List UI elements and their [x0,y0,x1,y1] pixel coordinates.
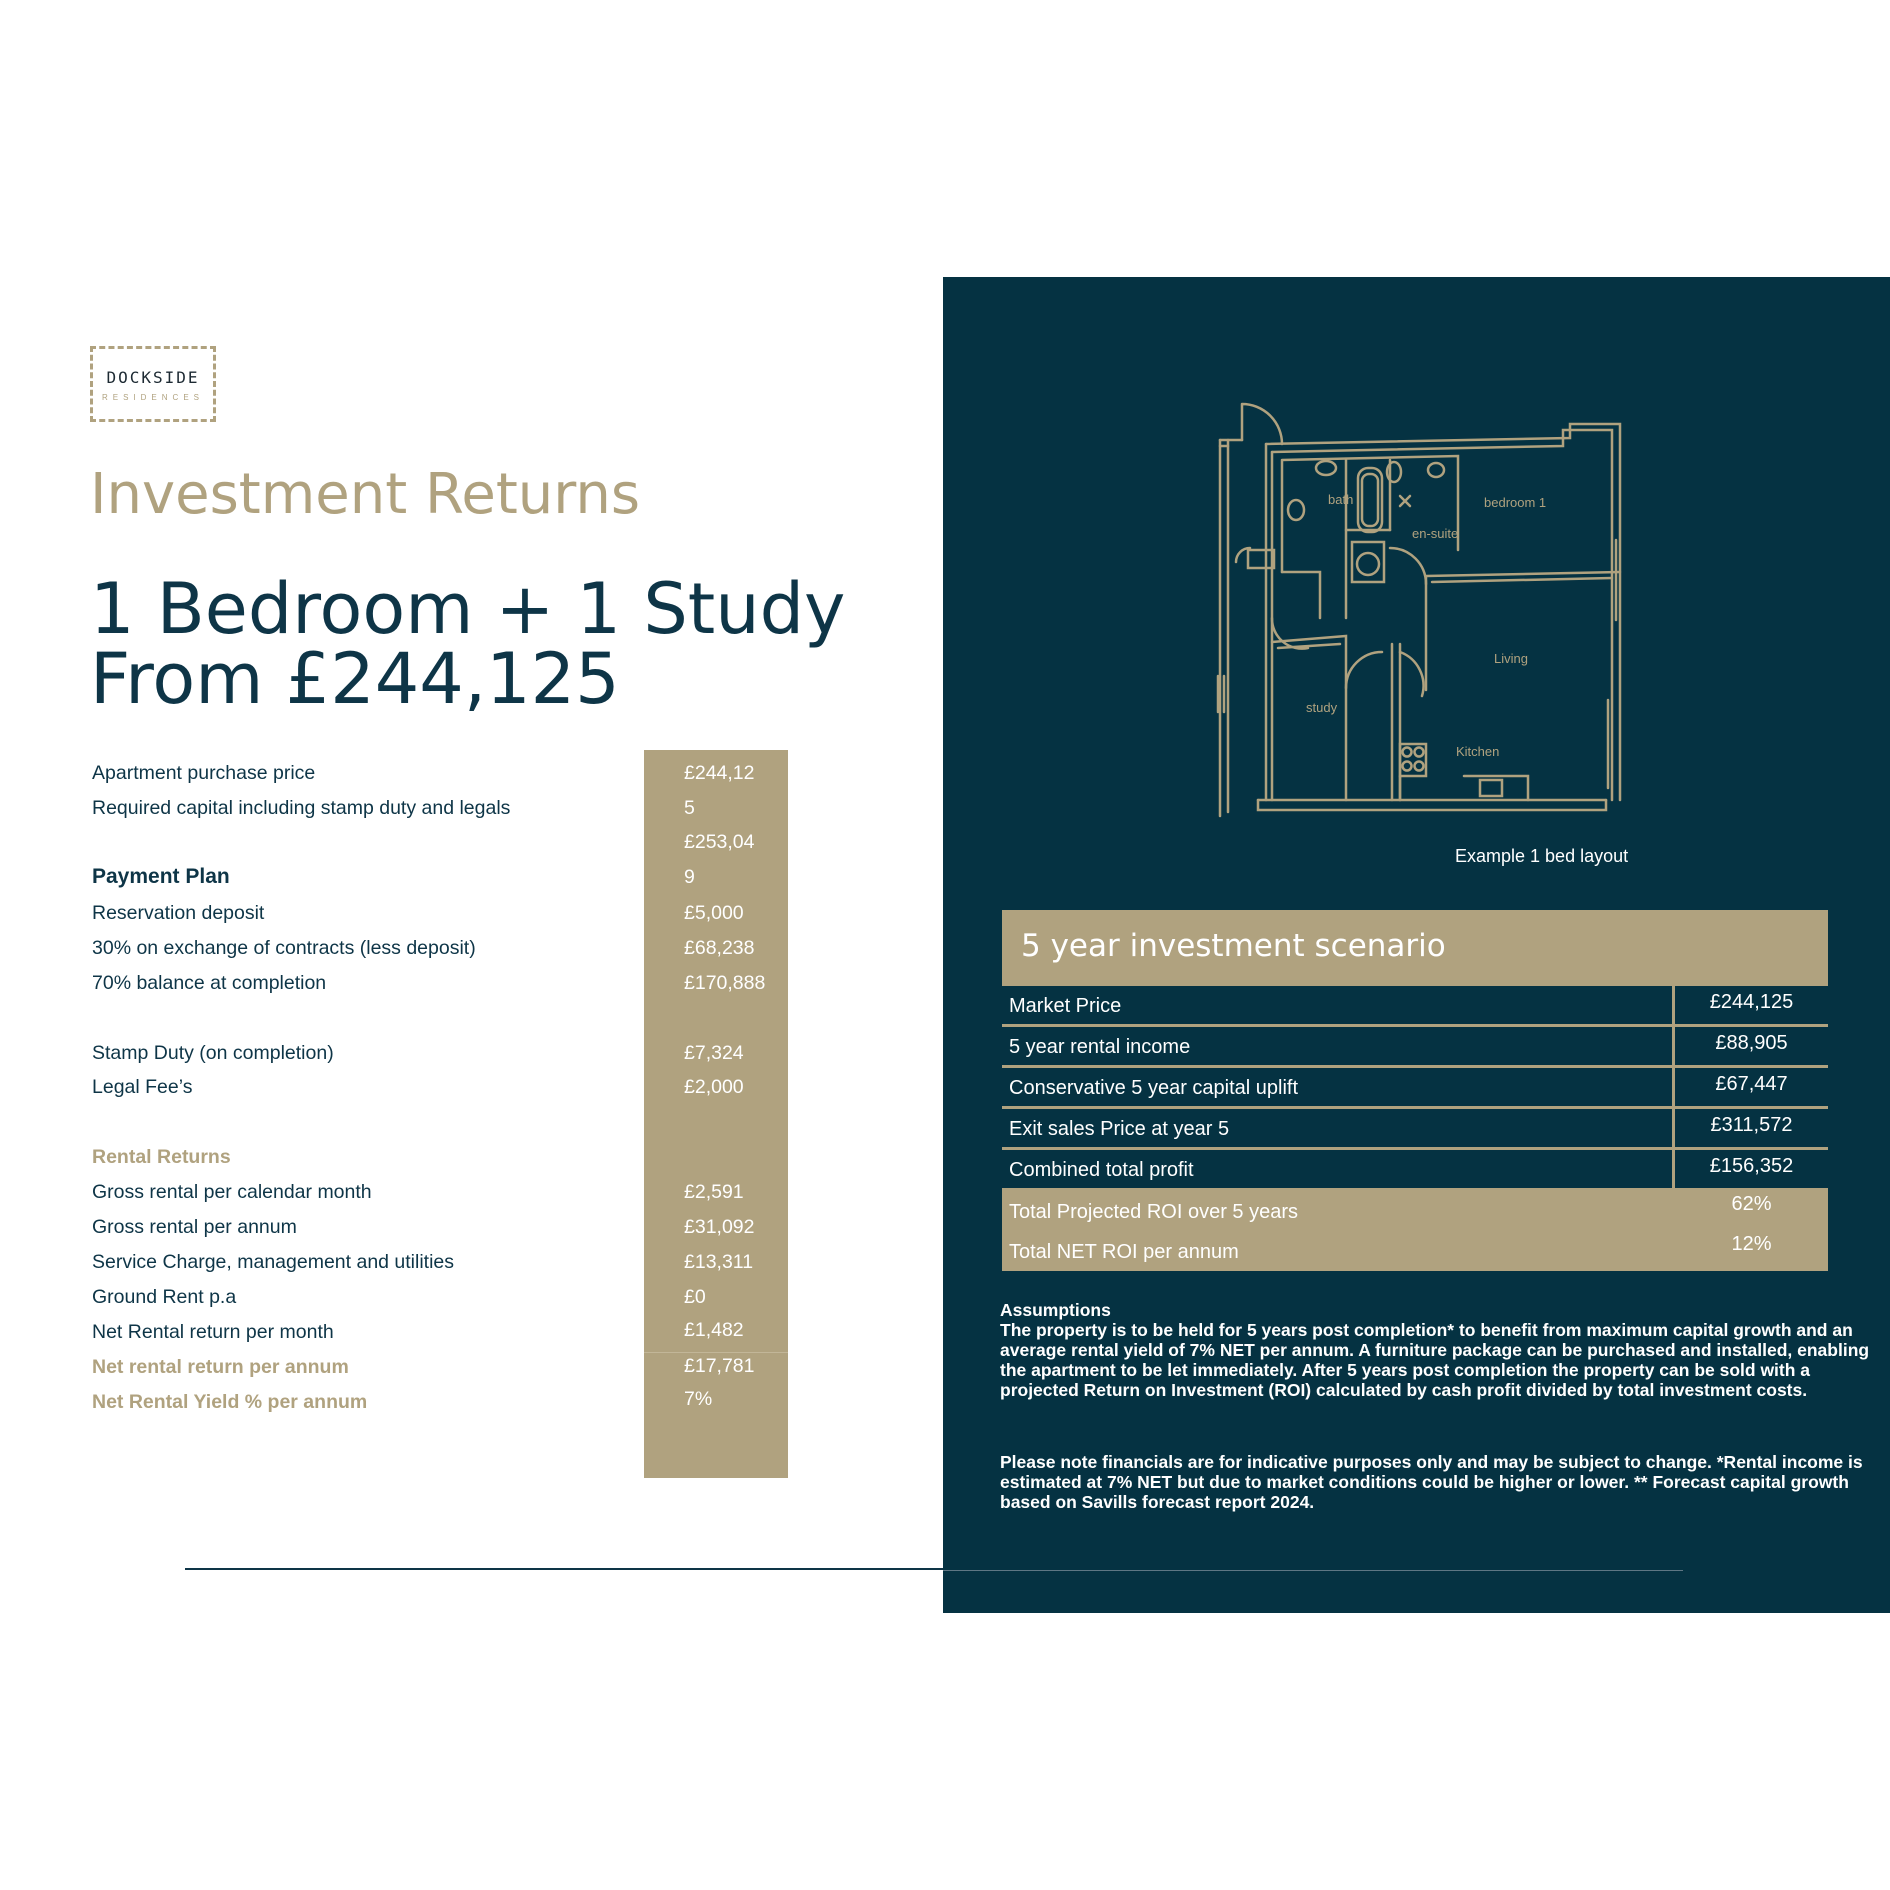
value-cell: £0 [684,1286,706,1308]
value-cell: £31,092 [684,1216,755,1238]
scenario-row-value: £88,905 [1715,1032,1788,1054]
dockside-logo [90,346,216,422]
scenario-row-label: Conservative 5 year capital uplift [1009,1077,1299,1099]
scenario-row-value: 62% [1731,1193,1772,1215]
room-label-living: Living [1494,651,1528,666]
scenario-row-value: £156,352 [1709,1155,1794,1177]
scenario-row-label: Exit sales Price at year 5 [1009,1118,1230,1140]
table-row [1002,1150,1828,1191]
room-label-bedroom: bedroom 1 [1484,495,1547,510]
page-title [90,568,846,720]
table-row [1002,1027,1828,1068]
room-label-ensuite: en-suite [1412,526,1459,541]
scenario-row-label: 5 year rental income [1009,1036,1191,1058]
scenario-row-label: Market Price [1009,995,1122,1017]
assumptions-body: The property is to be held for 5 years post completion* to benefit from maximum capital growth and an average rental yield of 7% NET per annum. A furniture package can be purchased and installed, enabling the apartment to be let immediately. After 5 years post completion the property can be sold with a projected Return on Investment (ROI) calculated by cash profit divided by total investment costs. [1000,1320,1870,1400]
logo-main-text: DOCKSIDE [106,368,200,387]
scenario-header [1002,910,1828,986]
room-label-bath: bath [1328,492,1354,507]
label-legal-fees: Legal Fee’s [92,1076,193,1098]
values-column-divider [644,1352,788,1353]
label-net-month: Net Rental return per month [92,1321,334,1343]
table-row [1002,1068,1828,1109]
value-cell: £7,324 [684,1042,744,1064]
scenario-row-label: Combined total profit [1009,1159,1194,1181]
scenario-row-label: Total Projected ROI over 5 years [1009,1201,1299,1223]
scenario-table [1002,986,1828,1271]
scenario-title: 5 year investment scenario [1021,928,1446,964]
room-label-kitchen: Kitchen [1456,744,1500,759]
value-cell: £170,888 [684,972,766,994]
value-cell: £244,12 [684,762,755,784]
page-heading: Investment Returns [90,462,640,527]
label-rental-returns: Rental Returns [92,1146,231,1168]
floor-plan-caption: Example 1 bed layout [1455,846,1629,866]
table-row [1002,986,1828,1027]
label-reservation-deposit: Reservation deposit [92,902,265,924]
table-row-highlight [1002,1231,1828,1271]
label-service-charge: Service Charge, management and utilities [92,1251,455,1273]
value-cell: 9 [684,866,695,888]
scenario-row-value: £311,572 [1710,1114,1793,1136]
value-cell: £253,04 [684,831,755,853]
label-ground-rent: Ground Rent p.a [92,1286,237,1308]
value-cell: 5 [684,797,695,819]
value-cell: £17,781 [684,1355,755,1377]
value-cell: £2,591 [684,1181,744,1203]
label-stamp-duty: Stamp Duty (on completion) [92,1042,334,1064]
footer-divider [185,1568,943,1570]
label-required-capital: Required capital including stamp duty and legals [92,797,511,819]
value-cell: 7% [684,1388,713,1410]
scenario-row-value: 12% [1731,1233,1772,1255]
scenario-row-value: £244,125 [1709,991,1794,1013]
table-row-highlight [1002,1191,1828,1231]
value-cell: £13,311 [684,1251,754,1273]
value-cell: £2,000 [684,1076,744,1098]
label-net-yield: Net Rental Yield % per annum [92,1391,368,1413]
room-label-study: study [1306,700,1338,715]
table-row [1002,1109,1828,1150]
panel-footer-line [943,1570,1683,1571]
scenario-row-label: Total NET ROI per annum [1009,1241,1239,1263]
value-cell: £1,482 [684,1319,744,1341]
label-purchase-price: Apartment purchase price [92,762,316,784]
assumptions-block [1000,1300,1880,1400]
label-payment-plan: Payment Plan [92,865,230,888]
label-balance: 70% balance at completion [92,972,327,994]
title-line-2: From £244,125 [90,638,620,720]
title-line-1: 1 Bedroom + 1 Study [90,568,846,650]
value-cell: £5,000 [684,902,744,924]
disclaimer-note: Please note financials are for indicative purposes only and may be subject to change. *Rental income is estimated at 7% NET but due to market conditions could be higher or lower. ** Forecast capital growth based on Savills forecast report 2024. [1000,1452,1863,1512]
label-net-annum: Net rental return per annum [92,1356,349,1378]
label-exchange: 30% on exchange of contracts (less deposit) [92,937,476,959]
floor-plan-drawing [1196,400,1626,820]
assumptions-title: Assumptions [1000,1300,1111,1320]
label-gross-annum: Gross rental per annum [92,1216,297,1238]
scenario-row-value: £67,447 [1715,1073,1788,1095]
label-gross-month: Gross rental per calendar month [92,1181,372,1203]
logo-sub-text: RESIDENCES [101,393,204,402]
value-cell: £68,238 [684,937,755,959]
